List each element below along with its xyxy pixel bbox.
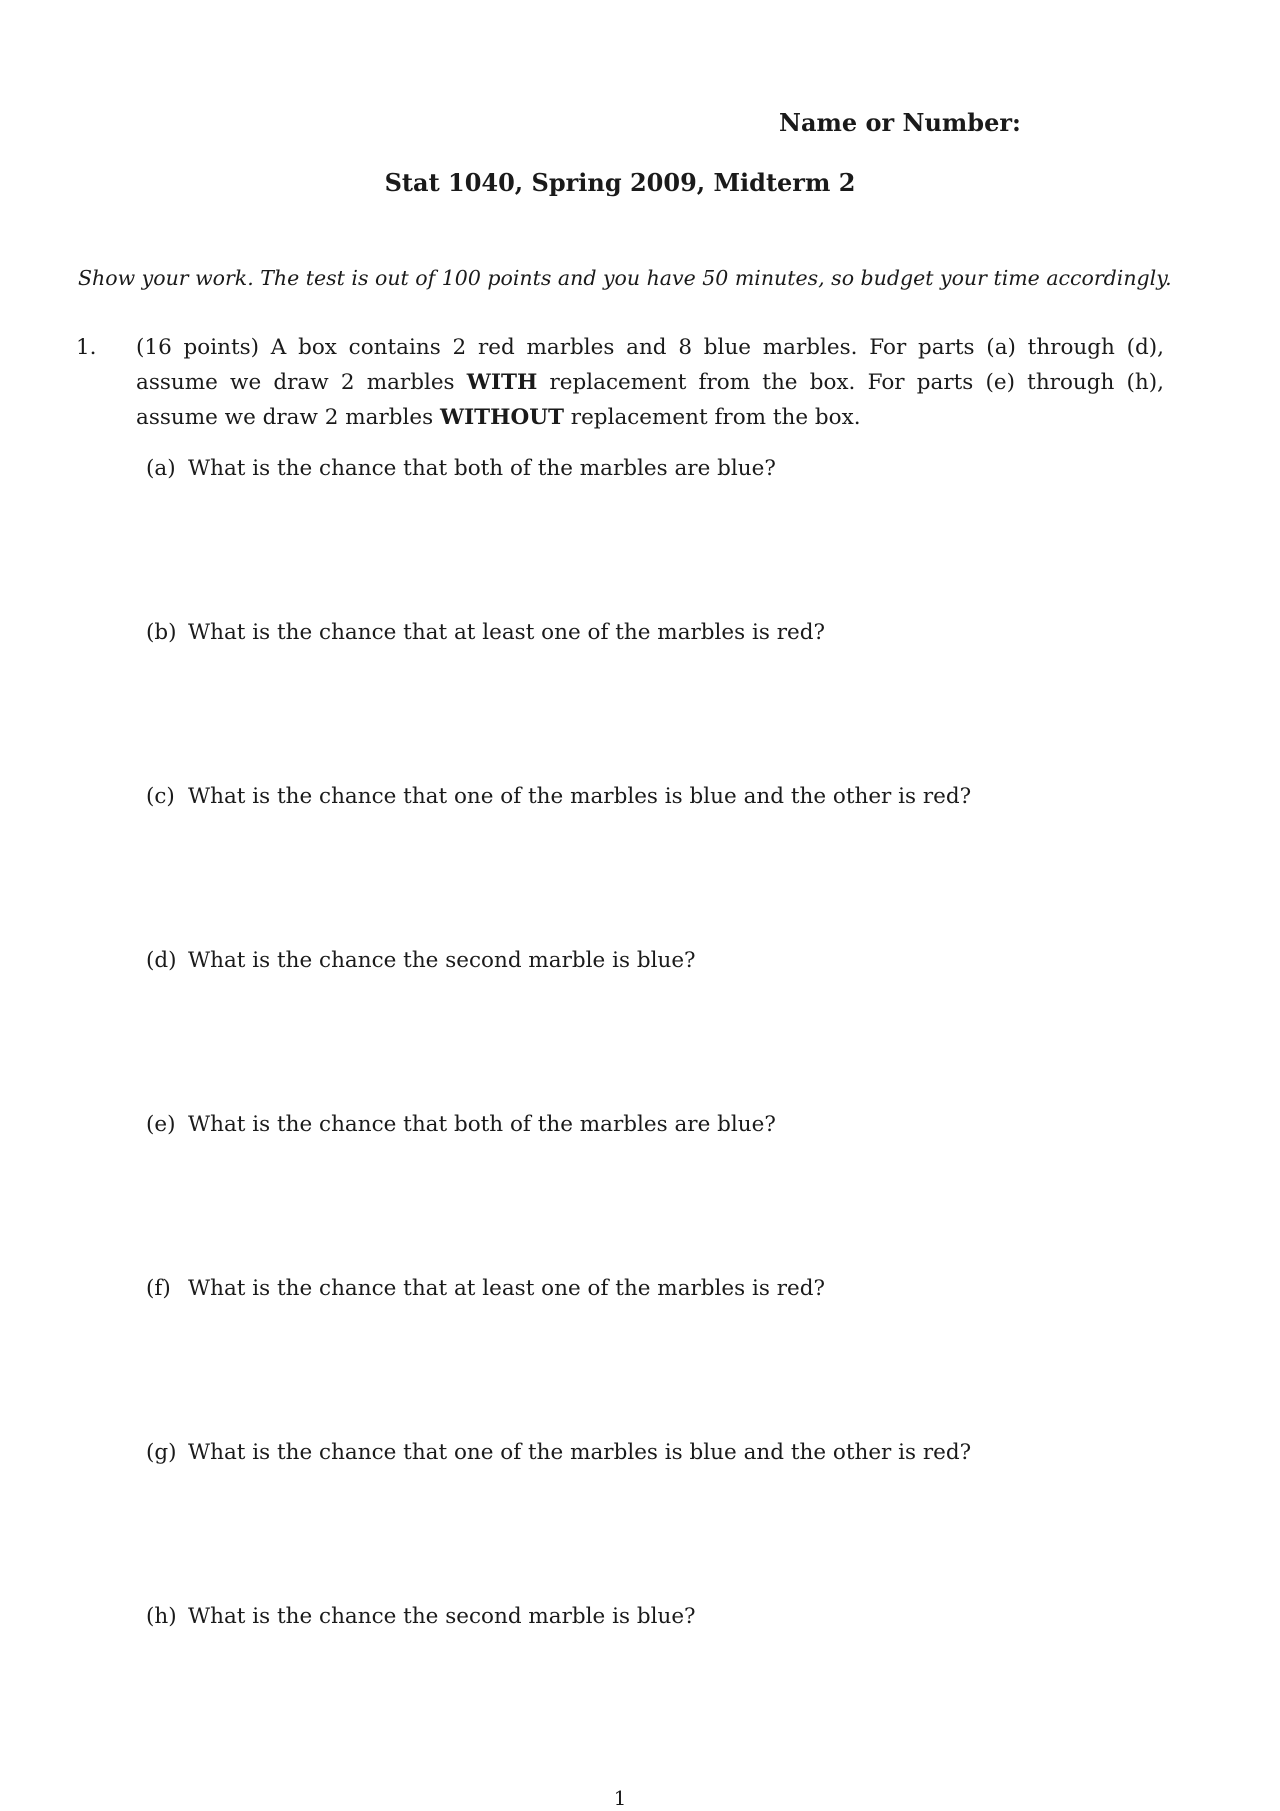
question-1-body [76,330,1164,435]
question-1-text [136,335,1164,430]
without-emphasis: WITHOUT [439,405,564,430]
exam-title: Stat 1040, Spring 2009, Midterm 2 [384,168,856,197]
part-text: What is the chance that at least one of the marbles is red? [188,620,826,645]
part-c [146,784,971,809]
part-label: (c) [146,784,175,809]
part-d [146,948,696,973]
part-label: (h) [146,1604,177,1629]
instructions: Show your work. The test is out of 100 points and you have 50 minutes, so budget your time accordingly. [78,266,1172,290]
part-b [146,620,825,645]
with-emphasis: WITH [466,370,538,395]
part-label: (f) [146,1276,171,1301]
question-1 [76,330,1164,435]
question-text-part-1: (16 points) A box contains 2 red marbles and 8 blue marbles. For parts (a) through (d), assume we draw 2 marbles [136,335,1164,395]
part-text: What is the chance the second marble is blue? [188,1604,696,1629]
part-e [146,1112,776,1137]
part-text: What is the chance that both of the marbles are blue? [188,1112,776,1137]
part-f [146,1276,825,1301]
part-text: What is the chance that one of the marbles is blue and the other is red? [188,784,972,809]
part-label: (b) [146,620,177,645]
part-a [146,456,776,481]
part-text: What is the chance that at least one of the marbles is red? [188,1276,826,1301]
part-label: (a) [146,456,176,481]
page-number: 1 [613,1786,627,1810]
question-number: 1. [76,335,97,360]
part-text: What is the chance that both of the marbles are blue? [188,456,776,481]
part-text: What is the chance the second marble is blue? [188,948,696,973]
part-label: (g) [146,1440,177,1465]
part-label: (e) [146,1112,176,1137]
part-label: (d) [146,948,177,973]
question-text-part-3: replacement from the box. [563,405,861,430]
part-text: What is the chance that one of the marbles is blue and the other is red? [188,1440,972,1465]
part-h [146,1604,696,1629]
name-or-number-label: Name or Number: [779,108,1021,137]
question-text-part-2: replacement from the box. For parts (e) through (h), assume we draw 2 marbles [136,370,1164,430]
part-g [146,1440,971,1465]
